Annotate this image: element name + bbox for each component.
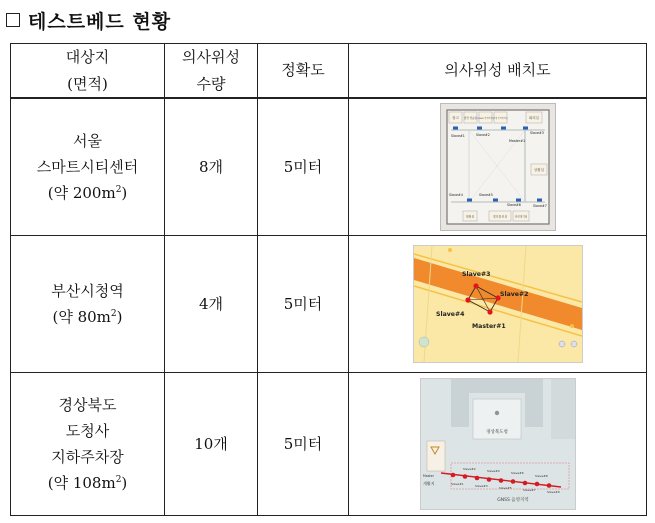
- table-row: [11, 98, 647, 236]
- map-label: Slave#2: [499, 291, 528, 298]
- header-count-line2: 수량: [196, 74, 226, 93]
- map-label: Slave#4: [486, 469, 500, 473]
- map-busan-image: [413, 245, 583, 363]
- header-site: [11, 44, 165, 99]
- room-label: 창고: [451, 116, 459, 120]
- site-cell: [11, 98, 165, 236]
- map-label: Slave#2: [462, 467, 476, 471]
- count-cell: 10개: [165, 373, 258, 516]
- map-label: Slave#6: [506, 203, 521, 207]
- count-cell: 4개: [165, 236, 258, 373]
- site-line: 경상북도: [58, 395, 117, 414]
- header-site-line2: (면적): [67, 74, 108, 93]
- header-accuracy: 정확도: [258, 44, 349, 99]
- map-label: Slave#3: [529, 131, 544, 135]
- map-label: Slave#2: [475, 133, 490, 137]
- site-line: 지하주차장: [51, 448, 124, 466]
- header-layout: 의사위성 배치도: [349, 44, 647, 99]
- header-count-line1: 의사위성: [182, 48, 240, 67]
- table-row: [11, 373, 647, 516]
- site-cell: [11, 373, 165, 516]
- map-label: Slave#9: [546, 490, 560, 494]
- checkbox-square-icon: [6, 13, 20, 27]
- room-label: 회의실: [528, 116, 539, 120]
- map-label: 개활지: [422, 481, 435, 486]
- site-area: (약 $200m^2$): [47, 184, 128, 203]
- header-count: [165, 44, 258, 99]
- table-row: [11, 236, 647, 373]
- map-label: GNSS 음영지역: [496, 498, 529, 503]
- map-label: Slave#1: [450, 134, 465, 138]
- room-label: 정보통신실: [492, 214, 507, 219]
- site-line: 부산시청역: [51, 281, 124, 300]
- map-label: Slave#4: [448, 193, 463, 197]
- map-label: Slave#5: [478, 193, 493, 197]
- site-cell: [11, 236, 165, 373]
- section-heading: [6, 7, 171, 33]
- layout-cell: [349, 373, 647, 516]
- map-label: Slave#6: [510, 471, 524, 475]
- room-label: CR-BIS 전자장치실: [476, 118, 494, 120]
- room-label: 고압 전자장치실: [492, 118, 508, 120]
- map-gyeongbuk-image: [420, 378, 576, 510]
- room-label: 대회실: [465, 214, 474, 219]
- site-line: 스마트시티센터: [36, 157, 139, 176]
- site-line: 도청사: [65, 421, 110, 440]
- header-site-line1: 대상지: [65, 48, 110, 67]
- map-label: Slave#5: [498, 486, 512, 490]
- accuracy-cell: 5미터: [258, 236, 349, 373]
- site-area: (약 $80m^2$): [52, 308, 123, 326]
- map-label: Slave#8: [534, 474, 548, 478]
- map-label: Slave#4: [435, 311, 464, 318]
- site-line: 서울: [73, 131, 102, 150]
- table-header-row: [11, 44, 647, 99]
- room-label: 비상대기실: [514, 215, 527, 219]
- count-cell: 8개: [165, 98, 258, 236]
- map-label: Master#1: [471, 323, 506, 330]
- floorplan-seoul-image: [440, 103, 556, 231]
- site-area: (약 $108m^2$): [47, 474, 128, 493]
- map-label: Master#1: [508, 139, 525, 143]
- section-title: 테스트베드 현황: [28, 10, 172, 33]
- room-label: 방전 연습실: [463, 117, 477, 120]
- map-label: Slave#7: [522, 488, 536, 492]
- map-label: Slave#3: [474, 484, 488, 488]
- map-label: 경상북도청: [485, 430, 508, 435]
- map-label: Master: [422, 474, 434, 478]
- map-label: Slave#1: [450, 482, 464, 486]
- layout-cell: [349, 98, 647, 236]
- map-label: Slave#3: [461, 271, 490, 278]
- accuracy-cell: 5미터: [258, 373, 349, 516]
- room-label: 상황실: [533, 168, 544, 172]
- map-label: Slave#7: [532, 204, 547, 208]
- testbed-table: [10, 43, 647, 516]
- layout-cell: [349, 236, 647, 373]
- accuracy-cell: 5미터: [258, 98, 349, 236]
